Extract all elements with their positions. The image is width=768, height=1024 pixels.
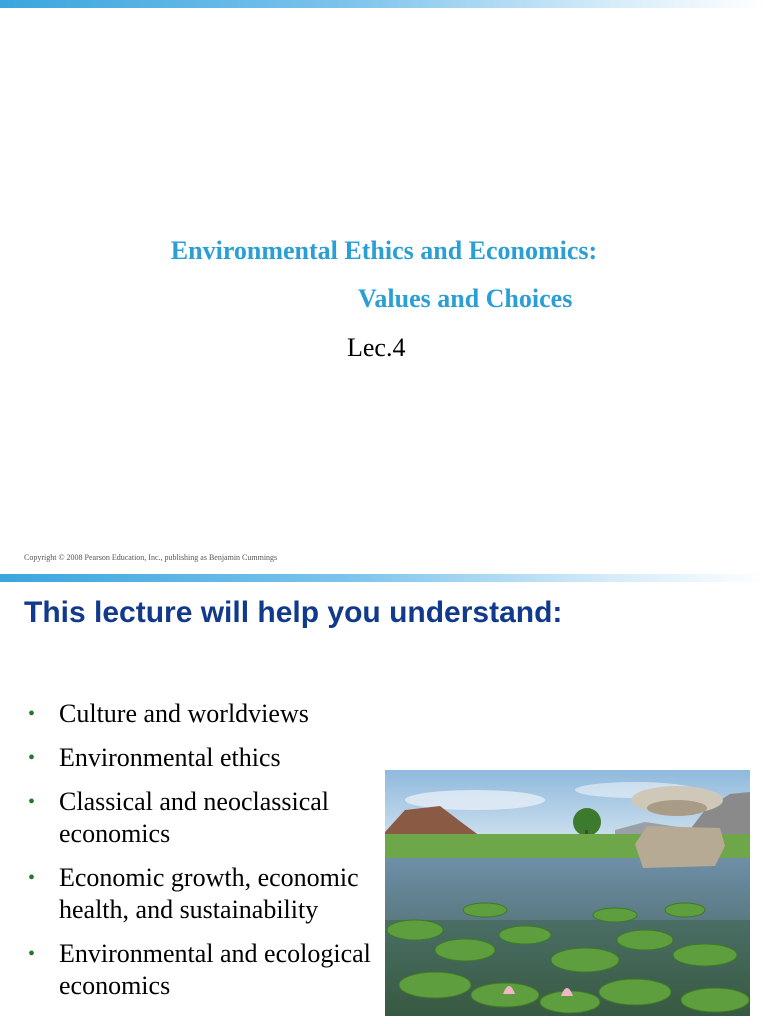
list-item: [28, 862, 378, 926]
list-item: [28, 698, 378, 730]
bullet-icon: •: [28, 703, 36, 725]
copyright-notice: Copyright © 2008 Pearson Education, Inc., publishing as Benjamin Cummings: [24, 553, 278, 562]
list-item: [28, 786, 378, 850]
top-accent-bar: [0, 0, 768, 8]
slide-title-line-1: Environmental Ethics and Economics:: [170, 236, 598, 265]
bullet-icon: •: [28, 791, 36, 813]
bullet-icon: •: [28, 943, 36, 965]
slide-title-line-2: Values and Choices: [358, 284, 573, 313]
slide-heading: This lecture will help you understand:: [24, 596, 563, 629]
top-accent-bar: [0, 574, 768, 582]
wetland-photo: [385, 770, 750, 1016]
bullet-text: Environmental ethics: [59, 743, 281, 772]
bullet-text: Culture and worldviews: [59, 699, 309, 728]
bullet-icon: •: [28, 747, 36, 769]
list-item: [28, 742, 378, 774]
bullet-icon: •: [28, 867, 36, 889]
bullet-text: Economic growth, economic health, and sustainability: [59, 863, 359, 924]
wetland-illustration: [385, 770, 750, 1016]
bullet-text: Environmental and ecological economics: [59, 939, 371, 1000]
list-item: [28, 938, 378, 1002]
objectives-slide: [0, 574, 768, 1024]
lecture-number: Lec.4: [347, 333, 406, 362]
bullet-text: Classical and neoclassical economics: [59, 787, 330, 848]
objectives-list: [28, 698, 378, 1014]
